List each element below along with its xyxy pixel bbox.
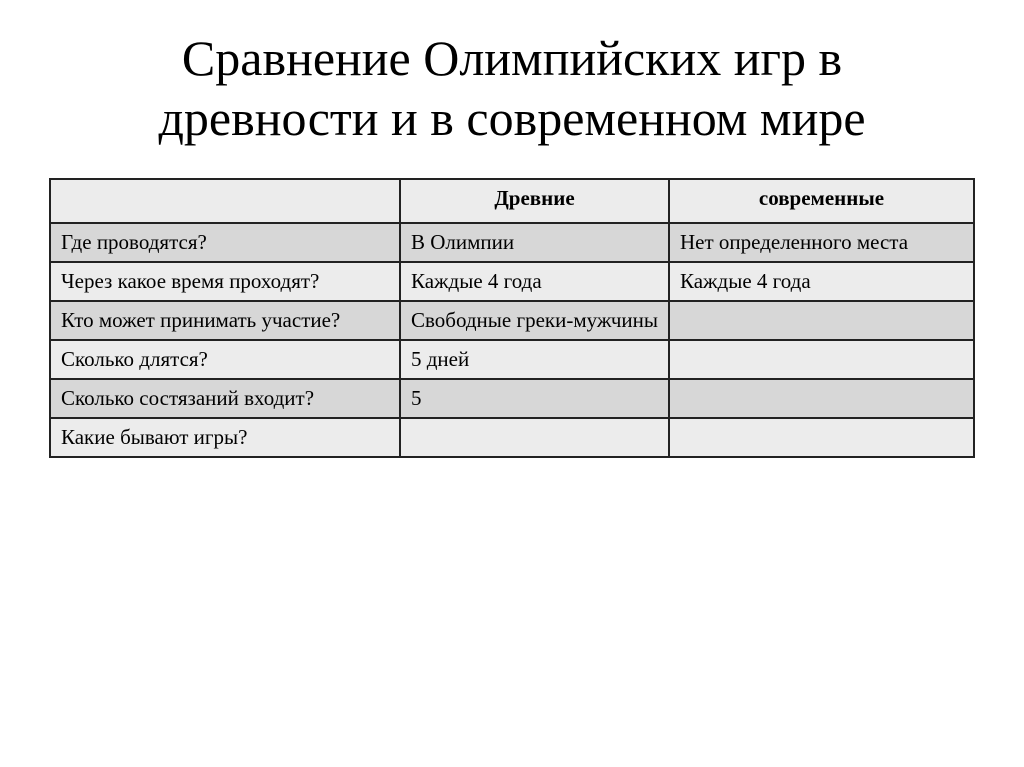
modern-cell: Каждые 4 года [669, 262, 974, 301]
table-row [50, 379, 974, 418]
question-cell: Кто может принимать участие? [50, 301, 400, 340]
modern-cell [669, 301, 974, 340]
question-cell: Через какое время проходят? [50, 262, 400, 301]
modern-cell: Нет определенного места [669, 223, 974, 262]
modern-cell [669, 340, 974, 379]
title-line-2: древности и в современном мире [158, 90, 866, 146]
modern-cell [669, 379, 974, 418]
modern-cell [669, 418, 974, 457]
ancient-cell: Каждые 4 года [400, 262, 669, 301]
header-cell-ancient: Древние [400, 179, 669, 223]
ancient-cell [400, 418, 669, 457]
title-line-1: Сравнение Олимпийских игр в [181, 30, 843, 86]
table-header-row [50, 179, 974, 223]
ancient-cell: 5 дней [400, 340, 669, 379]
header-cell-modern: современные [669, 179, 974, 223]
table-row [50, 340, 974, 379]
slide-title [0, 28, 1024, 148]
ancient-cell: 5 [400, 379, 669, 418]
header-cell-empty [50, 179, 400, 223]
question-cell: Сколько длятся? [50, 340, 400, 379]
table-row [50, 223, 974, 262]
table-row [50, 418, 974, 457]
ancient-cell: В Олимпии [400, 223, 669, 262]
question-cell: Где проводятся? [50, 223, 400, 262]
comparison-table [49, 178, 975, 458]
table-row [50, 262, 974, 301]
table-row [50, 301, 974, 340]
ancient-cell: Свободные греки-мужчины [400, 301, 669, 340]
question-cell: Какие бывают игры? [50, 418, 400, 457]
question-cell: Сколько состязаний входит? [50, 379, 400, 418]
